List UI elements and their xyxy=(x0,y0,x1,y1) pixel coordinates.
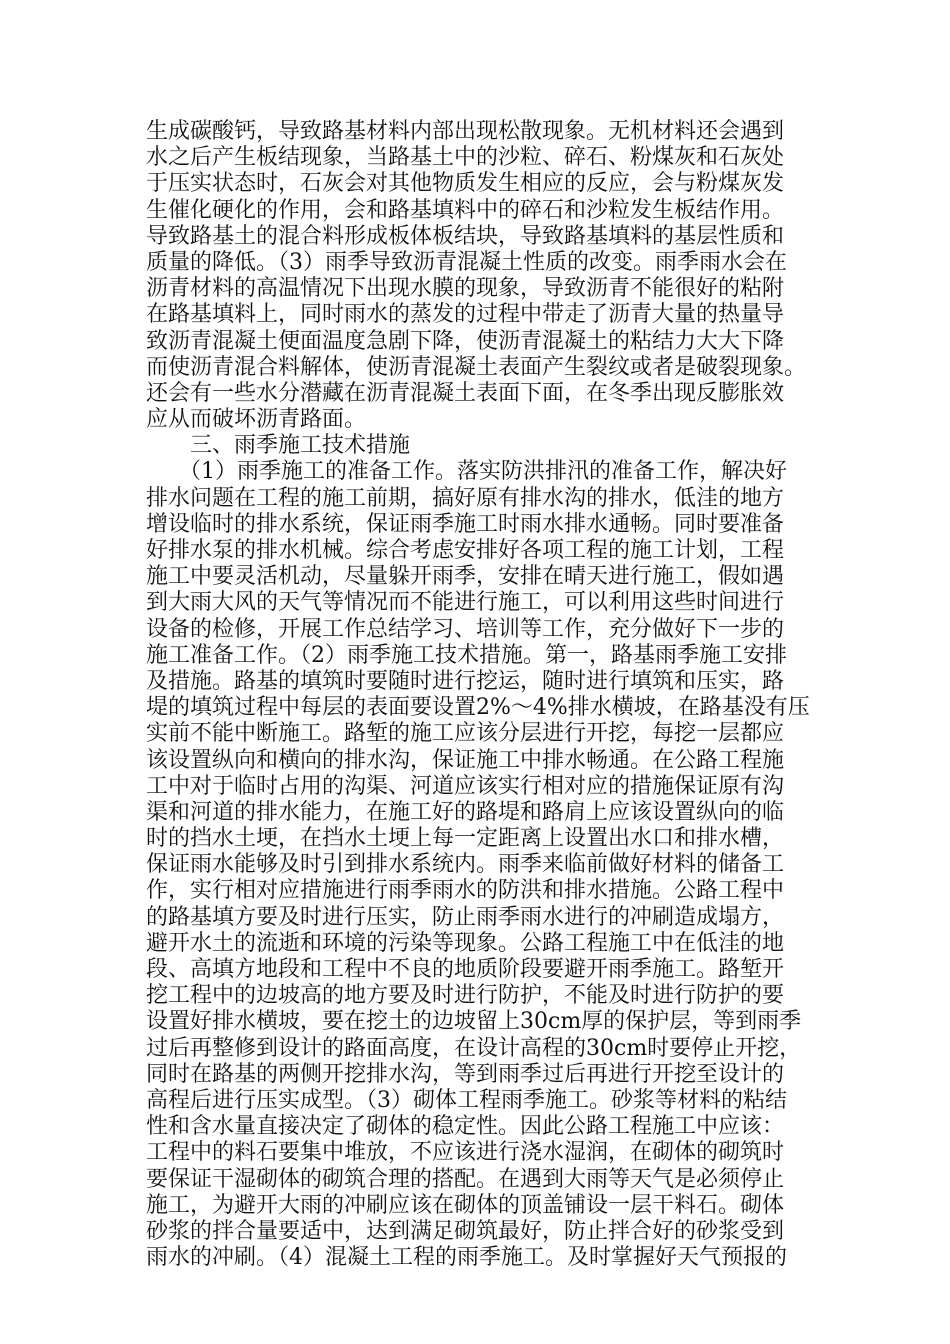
text-line: 设备的检修，开展工作总结学习、培训等工作，充分做好下一步的 xyxy=(146,616,785,642)
text-line: 要保证干湿砌体的砌筑合理的搭配。在遇到大雨等天气是必须停止 xyxy=(146,1166,785,1192)
body-text xyxy=(146,119,818,1271)
text-line: 沥青材料的高温情况下出现水膜的现象，导致沥青不能很好的粘附 xyxy=(146,276,785,302)
text-line: 性和含水量直接决定了砌体的稳定性。因此公路工程施工中应该： xyxy=(146,1114,785,1140)
text-line: 于压实状态时，石灰会对其他物质发生相应的反应，会与粉煤灰发 xyxy=(146,171,785,197)
text-line: 质量的降低。（3）雨季导致沥青混凝土性质的改变。雨季雨水会在 xyxy=(146,249,787,275)
text-line: 到大雨大风的天气等情况而不能进行施工，可以利用这些时间进行 xyxy=(146,590,785,616)
text-line: 应从而破坏沥青路面。 xyxy=(146,407,367,433)
text-line: 该设置纵向和横向的排水沟，保证施工中排水畅通。在公路工程施 xyxy=(146,747,785,773)
text-line: 生催化硬化的作用，会和路基填料中的碎石和沙粒发生板结作用。 xyxy=(146,197,785,223)
text-line: 增设临时的排水系统，保证雨季施工时雨水排水通畅。同时要准备 xyxy=(146,511,785,537)
text-line: 高程后进行压实成型。（3）砌体工程雨季施工。砂浆等材料的粘结 xyxy=(146,1087,787,1113)
text-line: 的路基填方要及时进行压实，防止雨季雨水进行的冲刷造成塌方， xyxy=(146,904,785,930)
section-heading: 三、雨季施工技术措施 xyxy=(190,433,411,459)
text-line: 实前不能中断施工。路堑的施工应该分层进行开挖，每挖一层都应 xyxy=(146,721,785,747)
text-line: 工中对于临时占用的沟渠、河道应该实行相对应的措施保证原有沟 xyxy=(146,773,785,799)
text-line: 水之后产生板结现象，当路基土中的沙粒、碎石、粉煤灰和石灰处 xyxy=(146,145,785,171)
text-line: 生成碳酸钙，导致路基材料内部出现松散现象。无机材料还会遇到 xyxy=(146,119,785,144)
text-line: 施工准备工作。（2）雨季施工技术措施。第一，路基雨季施工安排 xyxy=(146,642,787,668)
text-line: 排水问题在工程的施工前期，搞好原有排水沟的排水，低洼的地方 xyxy=(146,485,785,511)
text-line: 还会有一些水分潜藏在沥青混凝土表面下面，在冬季出现反膨胀效 xyxy=(146,380,785,406)
text-line: 渠和河道的排水能力，在施工好的路堤和路肩上应该设置纵向的临 xyxy=(146,799,785,825)
text-line: 致沥青混凝土便面温度急剧下降，使沥青混凝土的粘结力大大下降 xyxy=(146,328,785,354)
text-line: 砂浆的拌合量要适中，达到满足砌筑最好，防止拌合好的砂浆受到 xyxy=(146,1218,785,1244)
text-line: 施工中要灵活机动，尽量躲开雨季，安排在晴天进行施工，假如遇 xyxy=(146,564,785,590)
text-line: （1）雨季施工的准备工作。落实防洪排汛的准备工作，解决好 xyxy=(179,459,787,485)
text-line: 作，实行相对应措施进行雨季雨水的防洪和排水措施。公路工程中 xyxy=(146,878,785,904)
text-line: 堤的填筑过程中每层的表面要设置2%～4%排水横坡，在路基没有压 xyxy=(146,695,810,721)
text-line: 好排水泵的排水机械。综合考虑安排好各项工程的施工计划，工程 xyxy=(146,538,785,563)
text-line: 雨水的冲刷。（4）混凝土工程的雨季施工。及时掌握好天气预报的 xyxy=(146,1245,787,1271)
text-line: 保证雨水能够及时引到排水系统内。雨季来临前做好材料的储备工 xyxy=(146,852,785,878)
text-line: 工程中的料石要集中堆放，不应该进行浇水湿润，在砌体的砌筑时 xyxy=(146,1140,785,1166)
text-line: 导致路基土的混合料形成板体板结块，导致路基填料的基层性质和 xyxy=(146,223,785,249)
text-line: 挖工程中的边坡高的地方要及时进行防护，不能及时进行防护的要 xyxy=(146,983,785,1009)
text-line: 而使沥青混合料解体，使沥青混凝土表面产生裂纹或者是破裂现象。 xyxy=(146,354,807,380)
text-line: 时的挡水土埂，在挡水土埂上每一定距离上设置出水口和排水槽， xyxy=(146,826,785,852)
text-line: 段、高填方地段和工程中不良的地质阶段要避开雨季施工。路堑开 xyxy=(146,957,785,982)
text-line: 过后再整修到设计的路面高度，在设计高程的30cm时要停止开挖， xyxy=(146,1035,802,1061)
text-line: 及措施。路基的填筑时要随时进行挖运，随时进行填筑和压实，路 xyxy=(146,668,785,694)
text-line: 施工，为避开大雨的冲刷应该在砌体的顶盖铺设一层干料石。砌体 xyxy=(146,1192,785,1218)
text-line: 在路基填料上，同时雨水的蒸发的过程中带走了沥青大量的热量导 xyxy=(146,302,785,328)
text-line: 设置好排水横坡，要在挖土的边坡留上30cm厚的保护层，等到雨季 xyxy=(146,1009,802,1035)
text-line: 同时在路基的两侧开挖排水沟，等到雨季过后再进行开挖至设计的 xyxy=(146,1061,785,1087)
text-line: 避开水土的流逝和环境的污染等现象。公路工程施工中在低洼的地 xyxy=(146,930,785,956)
